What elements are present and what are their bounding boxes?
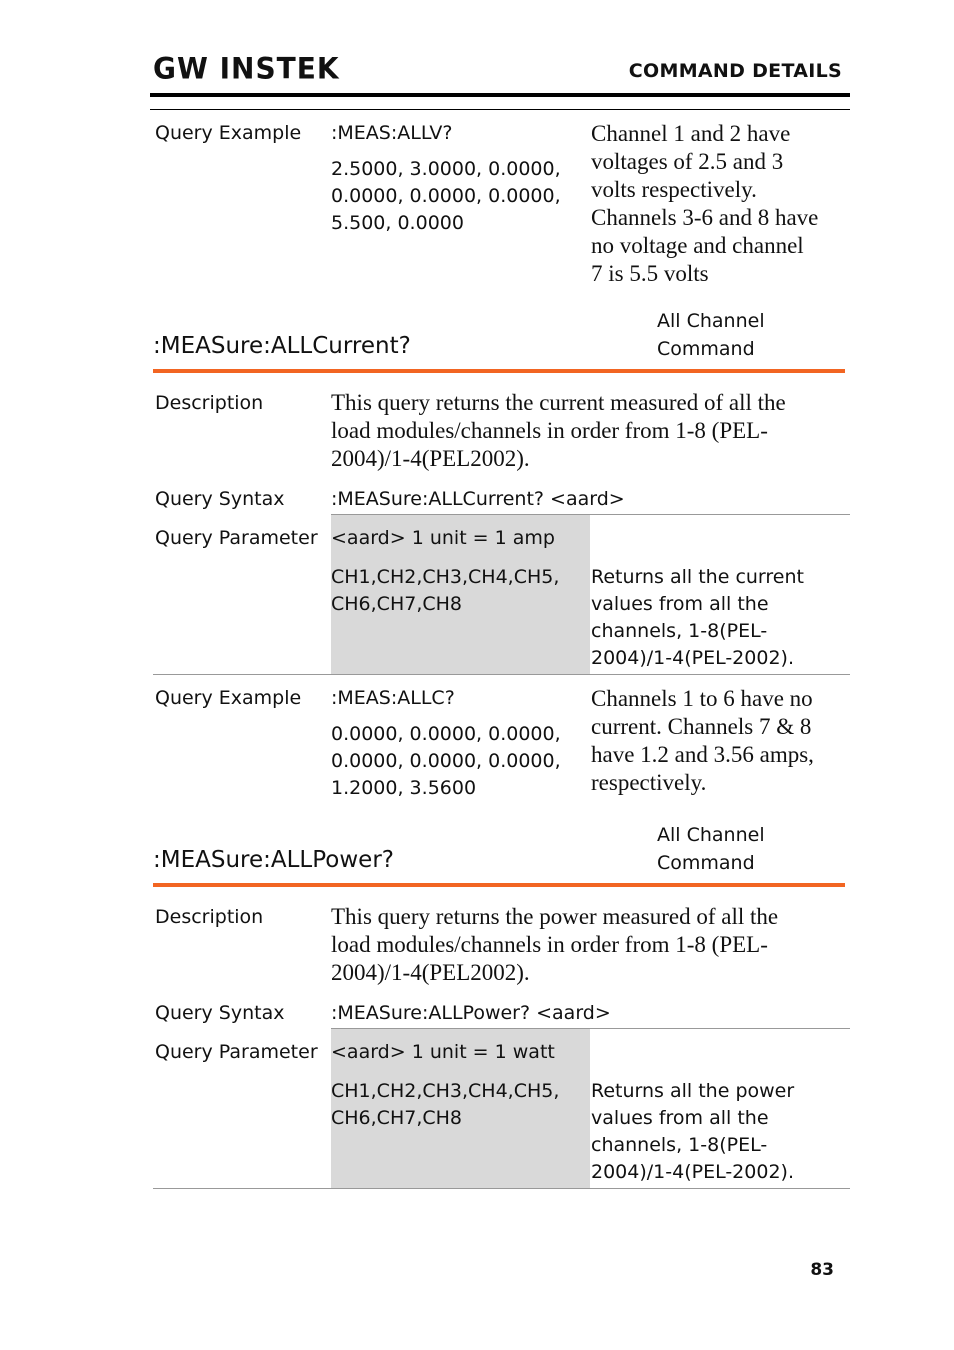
query-example-response xyxy=(331,721,561,802)
parameter-desc-line: channels, 1-8(PEL- xyxy=(591,1134,768,1156)
query-example-label: Query Example xyxy=(155,122,302,144)
parameter-bottom-rule xyxy=(153,1188,850,1189)
tag-line: All Channel xyxy=(657,310,765,332)
parameter-list xyxy=(331,1078,559,1132)
parameter-list-line: CH1,CH2,CH3,CH4,CH5, xyxy=(331,566,560,588)
parameter-desc-line: Returns all the current xyxy=(591,566,804,588)
page-number: 83 xyxy=(810,1260,834,1280)
parameter-description xyxy=(591,1078,794,1186)
description-line: load modules/channels in order from 1-8 (PEL- xyxy=(331,418,768,443)
description-line: This query returns the power measured of all the xyxy=(331,904,779,929)
header-rule-thin xyxy=(150,109,850,110)
explanation-line: current. Channels 7 & 8 xyxy=(591,714,812,739)
query-parameter-label: Query Parameter xyxy=(155,527,318,549)
tag-line: Command xyxy=(657,852,755,874)
query-example-explanation xyxy=(591,120,818,288)
parameter-desc-line: values from all the xyxy=(591,593,769,615)
parameter-head: <aard> 1 unit = 1 watt xyxy=(331,1041,555,1063)
response-line: 1.2000, 3.5600 xyxy=(331,777,477,799)
description-line: This query returns the current measured of all the xyxy=(331,390,786,415)
explanation-line: voltages of 2.5 and 3 xyxy=(591,149,784,174)
explanation-line: no voltage and channel xyxy=(591,233,804,258)
description-line: 2004)/1-4(PEL2002). xyxy=(331,960,530,985)
query-example-label: Query Example xyxy=(155,687,302,709)
parameter-description xyxy=(591,564,804,672)
parameter-desc-line: 2004)/1-4(PEL-2002). xyxy=(591,1161,794,1183)
description-line: load modules/channels in order from 1-8 (PEL- xyxy=(331,932,768,957)
parameter-list-line: CH6,CH7,CH8 xyxy=(331,593,463,615)
parameter-desc-line: 2004)/1-4(PEL-2002). xyxy=(591,647,794,669)
query-example-explanation xyxy=(591,685,814,797)
parameter-desc-line: channels, 1-8(PEL- xyxy=(591,620,768,642)
response-line: 0.0000, 0.0000, 0.0000, xyxy=(331,723,561,745)
response-line: 0.0000, 0.0000, 0.0000, xyxy=(331,185,561,207)
parameter-list xyxy=(331,564,559,618)
explanation-line: Channels 3-6 and 8 have xyxy=(591,205,819,230)
parameter-head: <aard> 1 unit = 1 amp xyxy=(331,527,555,549)
query-syntax-value: :MEASure:ALLCurrent? <aard> xyxy=(331,488,625,510)
explanation-line: volts respectively. xyxy=(591,177,757,202)
parameter-desc-line: Returns all the power xyxy=(591,1080,795,1102)
query-syntax-label: Query Syntax xyxy=(155,1002,285,1024)
query-syntax-label: Query Syntax xyxy=(155,488,285,510)
parameter-list-line: CH6,CH7,CH8 xyxy=(331,1107,463,1129)
query-syntax-value: :MEASure:ALLPower? <aard> xyxy=(331,1002,611,1024)
response-line: 0.0000, 0.0000, 0.0000, xyxy=(331,750,561,772)
query-parameter-label: Query Parameter xyxy=(155,1041,318,1063)
query-example-command: :MEAS:ALLV? xyxy=(331,122,453,144)
description-text xyxy=(331,389,786,473)
tag-line: Command xyxy=(657,338,755,360)
parameter-bottom-rule xyxy=(153,674,850,675)
explanation-line: have 1.2 and 3.56 amps, xyxy=(591,742,814,767)
header-rule-thick xyxy=(150,93,850,97)
explanation-line: Channels 1 to 6 have no xyxy=(591,686,813,711)
gw-instek-logo: GW INSTEK xyxy=(153,51,340,86)
explanation-line: 7 is 5.5 volts xyxy=(591,261,709,286)
description-label: Description xyxy=(155,906,264,928)
header-section-title: COMMAND DETAILS xyxy=(628,60,842,82)
parameter-list-line: CH1,CH2,CH3,CH4,CH5, xyxy=(331,1080,560,1102)
section-title-allpower: :MEASure:ALLPower? xyxy=(153,847,394,873)
section-title-allcurrent: :MEASure:ALLCurrent? xyxy=(153,333,411,359)
section-rule-orange xyxy=(153,883,845,887)
explanation-line: respectively. xyxy=(591,770,707,795)
description-line: 2004)/1-4(PEL2002). xyxy=(331,446,530,471)
description-text xyxy=(331,903,778,987)
query-example-response xyxy=(331,156,561,237)
section-tag-allpower xyxy=(657,821,765,877)
tag-line: All Channel xyxy=(657,824,765,846)
section-rule-orange xyxy=(153,369,845,373)
query-example-command: :MEAS:ALLC? xyxy=(331,687,455,709)
description-label: Description xyxy=(155,392,264,414)
parameter-desc-line: values from all the xyxy=(591,1107,769,1129)
response-line: 5.500, 0.0000 xyxy=(331,212,464,234)
explanation-line: Channel 1 and 2 have xyxy=(591,121,791,146)
section-tag-allcurrent xyxy=(657,307,765,363)
response-line: 2.5000, 3.0000, 0.0000, xyxy=(331,158,561,180)
